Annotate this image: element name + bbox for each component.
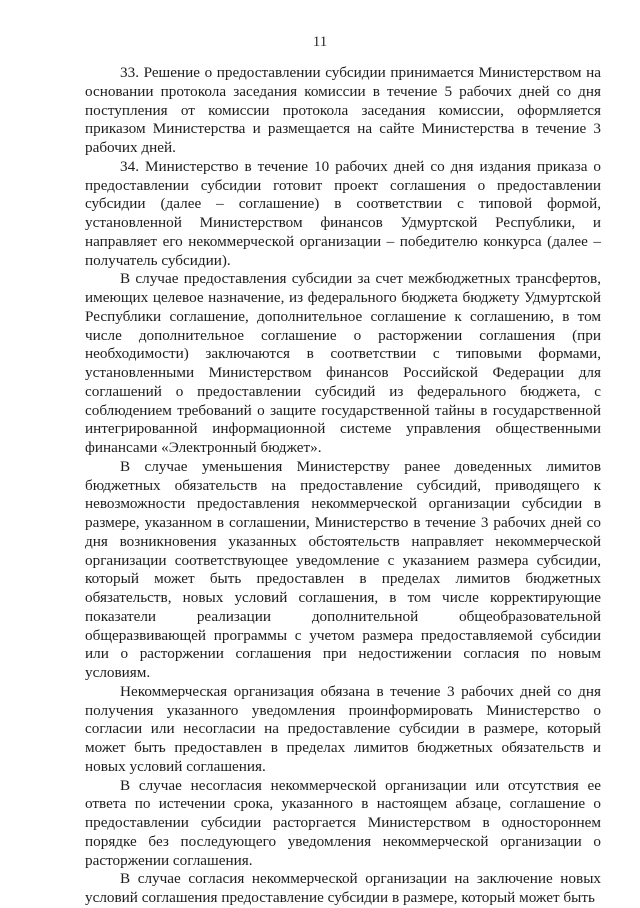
paragraph-33-decision: 33. Решение о предоставлении субсидии принимается Министерством на основании протокола заседания комиссии в течение 5 рабочих дней со дня поступления от комиссии протокола заседания комиссии, оформляется приказом Министерства и размещается на сайте Министерства в течение 3 рабочих дней. bbox=[85, 64, 601, 156]
document-body bbox=[85, 64, 601, 908]
paragraph-notification-response: Некоммерческая организация обязана в течение 3 рабочих дней со дня получения указанного уведомления проинформировать Министерство о согласии или несогласии на предоставление субсидии в размере, который может быть предоставлен в пределах лимитов бюджетных обязательств и новых условий соглашения. bbox=[85, 682, 601, 775]
page-number: 11 bbox=[312, 34, 328, 50]
paragraph-disagreement: В случае несогласия некоммерческой организации или отсутствия ее ответа по истечении срока, указанного в настоящем абзаце, соглашение о предоставлении субсидии расторгается Министерством в одностороннем порядке без последующего уведомления некоммерческой организации о расторжении соглашения. bbox=[85, 776, 601, 869]
paragraph-federal-transfers: В случае предоставления субсидии за счет межбюджетных трансфертов, имеющих целевое назначение, из федерального бюджета бюджету Удмуртской Республики соглашение, дополнительное соглашение к соглашению, в том числе дополнительное соглашение о расторжении соглашения (при необходимости) заключаются в соответствии с типовыми формами, установленными Министерством финансов Российской Федерации для соглашений о предоставлении субсидий из федерального бюджета, с соблюдением требований о защите государственной тайны в государственной интегрированной информационной системе управления общественными финансами «Электронный бюджет». bbox=[85, 270, 601, 456]
paragraph-34-agreement: 34. Министерство в течение 10 рабочих дней со дня издания приказа о предоставлении субсидии готовит проект соглашения о предоставлении субсидии (далее – соглашение) в соответствии с типовой формой, установленной Министерством финансов Удмуртской Республики, и направляет его некоммерческой организации – победителю конкурса (далее – получатель субсидии). bbox=[85, 157, 601, 269]
paragraph-limit-reduction: В случае уменьшения Министерству ранее доведенных лимитов бюджетных обязательств на предоставление субсидий, приводящего к невозможности предоставления некоммерческой организации субсидии в размере, указанном в соглашении, Министерство в течение 3 рабочих дней со дня возникновения указанных обстоятельств направляет некоммерческой организации соответствующее уведомление с указанием размера субсидии, который может быть предоставлен в пределах лимитов бюджетных обязательств, новых условий соглашения, в том числе корректирующие показатели реализации дополнительной общеобразовательной общеразвивающей программы с учетом размера предоставляемой субсидии или о расторжении соглашения при недостижении согласия по новым условиям. bbox=[85, 457, 601, 681]
paragraph-agreement-new-terms: В случае согласия некоммерческой организации на заключение новых условий соглашения предоставление субсидии в размере, который может быть bbox=[85, 870, 601, 906]
